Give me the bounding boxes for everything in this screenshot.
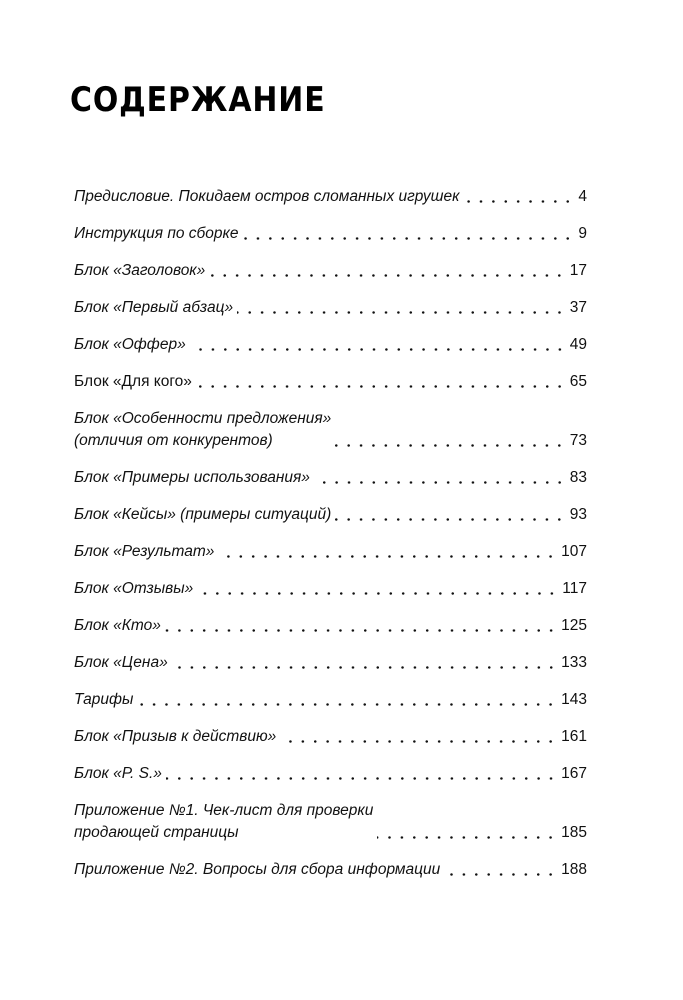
toc-leader-dots	[196, 385, 566, 388]
toc-page-number: 107	[561, 543, 587, 560]
toc-entry-offer-block[interactable]	[74, 334, 587, 356]
toc-entry-title: Блок «Оффер»	[74, 336, 186, 353]
toc-entry-reviews-block[interactable]	[74, 578, 587, 600]
toc-entry-title-line: (отличия от конкурентов)	[74, 432, 273, 449]
toc-entry-ps-block[interactable]	[74, 763, 587, 785]
toc-leader-dots	[314, 481, 566, 484]
toc-entry-title: Блок «Призыв к действию»	[74, 728, 277, 745]
toc-entry-title: Блок «Цена»	[74, 654, 168, 671]
toc-entry-appendix-1[interactable]	[74, 800, 587, 844]
toc-entry-title: Блок «Кто»	[74, 617, 161, 634]
toc-page-number: 117	[562, 580, 587, 597]
toc-entry-title-line: продающей страницы	[74, 824, 239, 841]
toc-leader-dots	[218, 555, 557, 558]
toc-entry-for-whom-block[interactable]	[74, 371, 587, 393]
toc-entry-title: Приложение №2. Вопросы для сбора информации	[74, 861, 441, 878]
toc-leader-dots	[165, 629, 557, 632]
toc-entry-title-line: Блок «Особенности предложения»	[74, 410, 332, 427]
table-of-contents	[74, 186, 587, 881]
toc-page-number: 9	[578, 225, 587, 242]
toc-entry-title: Блок «Результат»	[74, 543, 215, 560]
toc-entry-result-block[interactable]	[74, 541, 587, 563]
toc-page-number: 161	[561, 728, 587, 745]
toc-page-number: 133	[561, 654, 587, 671]
toc-page-number: 37	[569, 299, 587, 316]
toc-leader-dots	[444, 873, 557, 876]
toc-entry-title: Блок «Примеры использования»	[74, 469, 310, 486]
toc-entry-headline-block[interactable]	[74, 260, 587, 282]
toc-page-number: 65	[569, 373, 587, 390]
toc-entry-price-block[interactable]	[74, 652, 587, 674]
toc-entry-who-block[interactable]	[74, 615, 587, 637]
toc-entry-title: Блок «Заголовок»	[74, 262, 206, 279]
toc-entry-title-line: Приложение №1. Чек-лист для проверки	[74, 802, 374, 819]
toc-entry-title: Блок «Кейсы» (примеры ситуаций)	[74, 506, 332, 523]
toc-entry-title: Блок «Для кого»	[74, 373, 192, 390]
toc-leader-dots	[463, 200, 574, 203]
toc-entry-usage-examples-block[interactable]	[74, 467, 587, 489]
toc-entry-first-paragraph-block[interactable]	[74, 297, 587, 319]
toc-entry-title: Блок «Первый абзац»	[74, 299, 234, 316]
toc-entry-title: Предисловие. Покидаем остров сломанных игрушек	[74, 188, 460, 205]
toc-entry-cases-block[interactable]	[74, 504, 587, 526]
toc-entry-assembly-instructions[interactable]	[74, 223, 587, 245]
toc-page-number: 93	[569, 506, 587, 523]
toc-page-number: 188	[561, 861, 587, 878]
toc-page-number: 73	[569, 432, 587, 449]
toc-leader-dots	[335, 444, 566, 447]
toc-entry-offer-features-block[interactable]	[74, 408, 587, 452]
toc-leader-dots	[335, 518, 566, 521]
toc-entry-title	[74, 408, 331, 452]
toc-page-number: 167	[561, 765, 587, 782]
toc-leader-dots	[172, 666, 557, 669]
toc-leader-dots	[280, 740, 557, 743]
toc-leader-dots	[377, 836, 557, 839]
toc-entry-tariffs[interactable]	[74, 689, 587, 711]
toc-leader-dots	[242, 237, 574, 240]
toc-entry-call-to-action-block[interactable]	[74, 726, 587, 748]
toc-leader-dots	[209, 274, 565, 277]
toc-entry-title: Блок «Отзывы»	[74, 580, 194, 597]
toc-entry-title: Инструкция по сборке	[74, 225, 239, 242]
page-title: СОДЕРЖАНИЕ	[70, 80, 326, 120]
toc-page-number: 83	[569, 469, 587, 486]
toc-entry-title	[74, 800, 373, 844]
toc-entry-appendix-2[interactable]	[74, 859, 587, 881]
toc-page-number: 125	[561, 617, 587, 634]
toc-page-number: 4	[578, 188, 587, 205]
toc-page-number: 17	[569, 262, 587, 279]
toc-entry-title: Блок «P. S.»	[74, 765, 162, 782]
toc-page-number: 49	[569, 336, 587, 353]
toc-leader-dots	[166, 777, 557, 780]
toc-leader-dots	[237, 311, 566, 314]
toc-page-number: 143	[561, 691, 587, 708]
toc-leader-dots	[190, 348, 566, 351]
toc-leader-dots	[137, 703, 557, 706]
toc-leader-dots	[197, 592, 558, 595]
toc-entry-title: Тарифы	[74, 691, 134, 708]
toc-page-number: 185	[561, 824, 587, 841]
toc-entry-preface[interactable]	[74, 186, 587, 208]
